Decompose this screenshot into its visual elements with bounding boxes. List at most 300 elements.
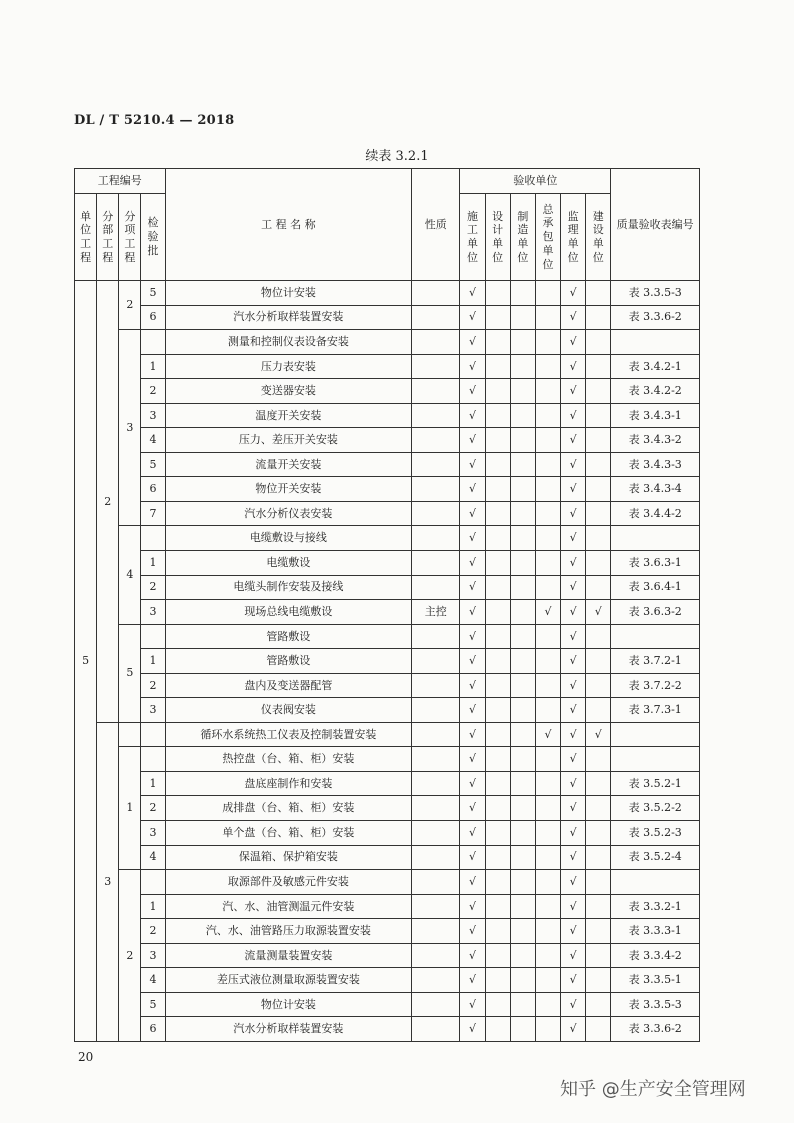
check-cell [460, 330, 485, 355]
check-cell [460, 600, 485, 625]
check-mark-icon: √ [569, 310, 577, 324]
table-row [75, 624, 700, 649]
check-cell [460, 1017, 485, 1042]
check-cell [535, 477, 560, 502]
check-cell [460, 771, 485, 796]
check-cell [561, 1017, 586, 1042]
table-row [75, 575, 700, 600]
project-name-cell: 管路敷设 [165, 624, 412, 649]
project-name-header: 工 程 名 称 [165, 169, 412, 281]
acceptance-table [74, 168, 700, 1042]
check-cell [561, 968, 586, 993]
check-cell [460, 501, 485, 526]
check-cell [510, 722, 535, 747]
check-cell [586, 919, 611, 944]
check-cell [561, 894, 586, 919]
check-cell [485, 379, 510, 404]
check-cell [485, 330, 510, 355]
check-cell [535, 600, 560, 625]
nature-cell [412, 281, 460, 306]
form-number-cell: 表 3.3.6-2 [611, 1017, 700, 1042]
check-cell [586, 943, 611, 968]
form-number-cell: 表 3.3.5-3 [611, 992, 700, 1017]
check-cell [561, 526, 586, 551]
table-row [75, 992, 700, 1017]
check-cell [510, 796, 535, 821]
check-cell [586, 281, 611, 306]
check-cell [510, 452, 535, 477]
check-cell [561, 330, 586, 355]
project-name-cell: 循环水系统热工仪表及控制装置安装 [165, 722, 412, 747]
project-name-cell: 电缆敷设 [165, 551, 412, 576]
check-mark-icon: √ [468, 555, 476, 569]
table-row [75, 330, 700, 355]
check-cell [586, 575, 611, 600]
check-cell [535, 551, 560, 576]
project-name-cell: 流量开关安装 [165, 452, 412, 477]
nature-cell [412, 330, 460, 355]
check-mark-icon: √ [468, 531, 476, 545]
check-cell [535, 305, 560, 330]
check-cell [460, 649, 485, 674]
table-title: 续表 3.2.1 [365, 149, 429, 164]
check-mark-icon: √ [569, 703, 577, 717]
nature-cell [412, 673, 460, 698]
check-cell [485, 968, 510, 993]
batch-cell [141, 722, 165, 747]
check-mark-icon: √ [594, 727, 602, 741]
batch-cell: 4 [141, 428, 165, 453]
project-name-cell: 压力、差压开关安装 [165, 428, 412, 453]
form-number-cell: 表 3.5.2-3 [611, 821, 700, 846]
nature-cell [412, 1017, 460, 1042]
construction-unit-header: 施工单位 [460, 194, 485, 281]
check-cell [561, 870, 586, 895]
project-name-cell: 仪表阀安装 [165, 698, 412, 723]
table-row [75, 919, 700, 944]
check-cell [510, 305, 535, 330]
design-unit-header: 设计单位 [485, 194, 510, 281]
check-mark-icon: √ [569, 948, 577, 962]
form-number-cell: 表 3.4.3-2 [611, 428, 700, 453]
check-cell [460, 722, 485, 747]
check-cell [586, 722, 611, 747]
check-cell [485, 894, 510, 919]
batch-cell: 6 [141, 1017, 165, 1042]
check-mark-icon: √ [569, 654, 577, 668]
nature-cell [412, 526, 460, 551]
form-number-cell: 表 3.4.3-3 [611, 452, 700, 477]
table-row [75, 354, 700, 379]
form-number-cell: 表 3.7.2-2 [611, 673, 700, 698]
check-mark-icon: √ [569, 776, 577, 790]
check-cell [586, 992, 611, 1017]
table-row [75, 501, 700, 526]
check-cell [460, 919, 485, 944]
nature-cell [412, 771, 460, 796]
check-cell [460, 551, 485, 576]
check-cell [510, 698, 535, 723]
check-cell [586, 698, 611, 723]
check-cell [460, 526, 485, 551]
nature-cell [412, 477, 460, 502]
table-row [75, 477, 700, 502]
unit-group-cell: 5 [75, 281, 97, 1042]
check-cell [510, 919, 535, 944]
check-cell [510, 821, 535, 846]
batch-cell: 2 [141, 796, 165, 821]
check-cell [485, 600, 510, 625]
batch-cell: 2 [141, 575, 165, 600]
check-cell [460, 354, 485, 379]
check-mark-icon: √ [468, 727, 476, 741]
nature-cell [412, 821, 460, 846]
table-row [75, 1017, 700, 1042]
check-cell [460, 821, 485, 846]
check-cell [485, 575, 510, 600]
check-cell [510, 870, 535, 895]
check-cell [510, 649, 535, 674]
check-mark-icon: √ [468, 678, 476, 692]
check-cell [586, 526, 611, 551]
check-cell [510, 673, 535, 698]
check-cell [586, 1017, 611, 1042]
check-cell [586, 452, 611, 477]
check-mark-icon: √ [569, 605, 577, 618]
form-number-cell: 表 3.5.2-4 [611, 845, 700, 870]
check-mark-icon: √ [468, 654, 476, 668]
table-row [75, 821, 700, 846]
table-row [75, 649, 700, 674]
form-number-cell: 表 3.7.2-1 [611, 649, 700, 674]
form-number-cell: 表 3.4.4-2 [611, 501, 700, 526]
check-cell [586, 477, 611, 502]
table-row [75, 281, 700, 306]
check-cell [561, 747, 586, 772]
project-name-cell: 单个盘（台、箱、柜）安装 [165, 821, 412, 846]
check-cell [586, 330, 611, 355]
check-cell [535, 845, 560, 870]
nature-cell [412, 452, 460, 477]
check-cell [510, 845, 535, 870]
form-number-cell: 表 3.3.4-2 [611, 943, 700, 968]
check-cell [510, 403, 535, 428]
check-mark-icon: √ [569, 678, 577, 692]
check-mark-icon: √ [544, 727, 552, 741]
batch-cell: 1 [141, 354, 165, 379]
sub-group-cell: 2 [97, 281, 119, 723]
check-cell [535, 747, 560, 772]
check-cell [586, 624, 611, 649]
check-mark-icon: √ [569, 384, 577, 398]
check-cell [535, 821, 560, 846]
check-cell [561, 722, 586, 747]
check-mark-icon: √ [569, 285, 577, 299]
check-mark-icon: √ [569, 482, 577, 496]
nature-cell [412, 428, 460, 453]
check-cell [535, 870, 560, 895]
item-group-cell: 2 [119, 281, 141, 330]
table-row [75, 452, 700, 477]
check-cell [510, 379, 535, 404]
check-mark-icon: √ [468, 384, 476, 398]
batch-cell [141, 526, 165, 551]
form-number-cell: 表 3.5.2-2 [611, 796, 700, 821]
check-cell [535, 722, 560, 747]
check-cell [485, 747, 510, 772]
check-cell [460, 575, 485, 600]
nature-cell [412, 894, 460, 919]
check-mark-icon: √ [569, 555, 577, 569]
nature-cell [412, 551, 460, 576]
check-cell [460, 698, 485, 723]
nature-cell [412, 992, 460, 1017]
nature-cell [412, 379, 460, 404]
check-mark-icon: √ [569, 531, 577, 545]
batch-cell: 1 [141, 649, 165, 674]
check-cell [586, 796, 611, 821]
batch-cell [141, 624, 165, 649]
nature-cell [412, 919, 460, 944]
project-name-cell: 变送器安装 [165, 379, 412, 404]
check-mark-icon: √ [569, 457, 577, 471]
form-number-cell: 表 3.3.5-1 [611, 968, 700, 993]
check-cell [485, 673, 510, 698]
check-cell [510, 894, 535, 919]
project-name-cell: 电缆头制作安装及接线 [165, 575, 412, 600]
check-cell [485, 722, 510, 747]
check-mark-icon: √ [569, 359, 577, 373]
check-cell [460, 943, 485, 968]
item-group-cell: 4 [119, 526, 141, 624]
project-name-cell: 取源部件及敏感元件安装 [165, 870, 412, 895]
check-mark-icon: √ [569, 752, 577, 766]
check-cell [460, 452, 485, 477]
project-name-cell: 汽、水、油管测温元件安装 [165, 894, 412, 919]
nature-cell [412, 943, 460, 968]
check-cell [535, 943, 560, 968]
check-cell [561, 845, 586, 870]
check-mark-icon: √ [468, 359, 476, 373]
form-number-cell [611, 624, 700, 649]
table-row [75, 428, 700, 453]
check-cell [460, 870, 485, 895]
check-cell [535, 649, 560, 674]
check-cell [485, 452, 510, 477]
check-cell [460, 305, 485, 330]
page-number: 20 [78, 1050, 94, 1064]
check-cell [510, 281, 535, 306]
form-number-cell: 表 3.4.2-1 [611, 354, 700, 379]
batch-cell: 3 [141, 600, 165, 625]
check-cell [510, 354, 535, 379]
table-row [75, 403, 700, 428]
check-cell [485, 943, 510, 968]
check-cell [485, 551, 510, 576]
table-row [75, 943, 700, 968]
check-mark-icon: √ [569, 727, 577, 741]
check-cell [510, 428, 535, 453]
check-cell [460, 992, 485, 1017]
check-mark-icon: √ [544, 605, 552, 618]
check-cell [561, 281, 586, 306]
batch-cell: 3 [141, 943, 165, 968]
project-name-cell: 压力表安装 [165, 354, 412, 379]
check-cell [535, 354, 560, 379]
check-cell [485, 919, 510, 944]
check-cell [485, 526, 510, 551]
check-cell [535, 919, 560, 944]
check-mark-icon: √ [569, 1022, 577, 1036]
form-number-cell: 表 3.4.3-4 [611, 477, 700, 502]
check-cell [561, 943, 586, 968]
project-name-cell: 物位开关安装 [165, 477, 412, 502]
check-mark-icon: √ [468, 924, 476, 938]
check-cell [460, 845, 485, 870]
table-row [75, 894, 700, 919]
check-cell [561, 305, 586, 330]
item-group-cell: 3 [119, 330, 141, 526]
form-number-cell: 表 3.3.6-2 [611, 305, 700, 330]
check-cell [460, 796, 485, 821]
form-number-cell: 表 3.4.2-2 [611, 379, 700, 404]
nature-cell [412, 796, 460, 821]
check-cell [485, 477, 510, 502]
check-cell [535, 452, 560, 477]
check-cell [561, 821, 586, 846]
manufacturing-unit-header: 制造单位 [510, 194, 535, 281]
check-cell [561, 403, 586, 428]
check-cell [535, 894, 560, 919]
form-number-cell: 表 3.7.3-1 [611, 698, 700, 723]
check-cell [485, 821, 510, 846]
nature-cell [412, 747, 460, 772]
check-cell [485, 501, 510, 526]
batch-cell [141, 870, 165, 895]
check-mark-icon: √ [569, 580, 577, 594]
table-row [75, 771, 700, 796]
check-cell [561, 992, 586, 1017]
check-cell [485, 870, 510, 895]
check-cell [561, 771, 586, 796]
check-cell [586, 501, 611, 526]
batch-cell: 7 [141, 501, 165, 526]
project-name-cell: 汽水分析取样装置安装 [165, 1017, 412, 1042]
form-number-cell: 表 3.5.2-1 [611, 771, 700, 796]
owner-unit-header: 建设单位 [586, 194, 611, 281]
check-cell [510, 968, 535, 993]
project-name-cell: 流量测量装置安装 [165, 943, 412, 968]
project-name-cell: 盘内及变送器配管 [165, 673, 412, 698]
check-cell [485, 796, 510, 821]
check-cell [460, 403, 485, 428]
check-cell [485, 305, 510, 330]
check-mark-icon: √ [569, 924, 577, 938]
check-mark-icon: √ [468, 825, 476, 839]
check-cell [485, 845, 510, 870]
check-mark-icon: √ [569, 825, 577, 839]
standard-code: DL / T 5210.4 — 2018 [74, 113, 235, 128]
form-number-cell: 表 3.6.3-1 [611, 551, 700, 576]
form-number-cell [611, 870, 700, 895]
project-name-cell: 物位计安装 [165, 992, 412, 1017]
check-cell [510, 992, 535, 1017]
batch-cell: 5 [141, 992, 165, 1017]
form-number-cell: 表 3.4.3-1 [611, 403, 700, 428]
check-mark-icon: √ [468, 703, 476, 717]
check-cell [561, 624, 586, 649]
check-mark-icon: √ [468, 506, 476, 520]
check-mark-icon: √ [468, 580, 476, 594]
check-cell [510, 771, 535, 796]
form-number-cell [611, 526, 700, 551]
general-contractor-header: 总承包单位 [535, 194, 560, 281]
check-cell [535, 330, 560, 355]
check-mark-icon: √ [569, 629, 577, 643]
project-name-cell: 保温箱、保护箱安装 [165, 845, 412, 870]
project-name-cell: 汽、水、油管路压力取源装置安装 [165, 919, 412, 944]
batch-cell: 1 [141, 551, 165, 576]
supervision-unit-header: 监理单位 [561, 194, 586, 281]
check-cell [535, 624, 560, 649]
check-cell [460, 477, 485, 502]
check-mark-icon: √ [468, 850, 476, 864]
check-cell [535, 968, 560, 993]
check-mark-icon: √ [594, 605, 602, 618]
batch-cell: 3 [141, 698, 165, 723]
check-mark-icon: √ [468, 457, 476, 471]
check-cell [586, 870, 611, 895]
check-cell [561, 501, 586, 526]
table-row [75, 747, 700, 772]
form-number-cell: 表 3.6.3-2 [611, 600, 700, 625]
nature-cell: 主控 [412, 600, 460, 625]
nature-cell [412, 722, 460, 747]
check-mark-icon: √ [468, 948, 476, 962]
batch-cell [141, 330, 165, 355]
check-cell [535, 281, 560, 306]
table-row [75, 673, 700, 698]
check-mark-icon: √ [468, 973, 476, 987]
batch-cell: 2 [141, 673, 165, 698]
check-cell [535, 403, 560, 428]
check-mark-icon: √ [468, 482, 476, 496]
watermark: 知乎 @生产安全管理网 [560, 1079, 746, 1100]
check-mark-icon: √ [569, 801, 577, 815]
check-cell [460, 281, 485, 306]
check-cell [485, 698, 510, 723]
check-cell [586, 845, 611, 870]
check-cell [510, 624, 535, 649]
check-cell [586, 821, 611, 846]
inspection-batch-header: 检验批 [141, 194, 165, 281]
check-cell [535, 428, 560, 453]
batch-cell: 1 [141, 894, 165, 919]
project-name-cell: 物位计安装 [165, 281, 412, 306]
check-cell [586, 968, 611, 993]
check-cell [586, 551, 611, 576]
check-cell [535, 771, 560, 796]
check-mark-icon: √ [468, 408, 476, 422]
batch-cell: 1 [141, 771, 165, 796]
table-row [75, 305, 700, 330]
project-name-cell: 现场总线电缆敷设 [165, 600, 412, 625]
check-cell [561, 575, 586, 600]
check-mark-icon: √ [569, 973, 577, 987]
check-cell [460, 624, 485, 649]
nature-cell [412, 870, 460, 895]
check-cell [535, 379, 560, 404]
